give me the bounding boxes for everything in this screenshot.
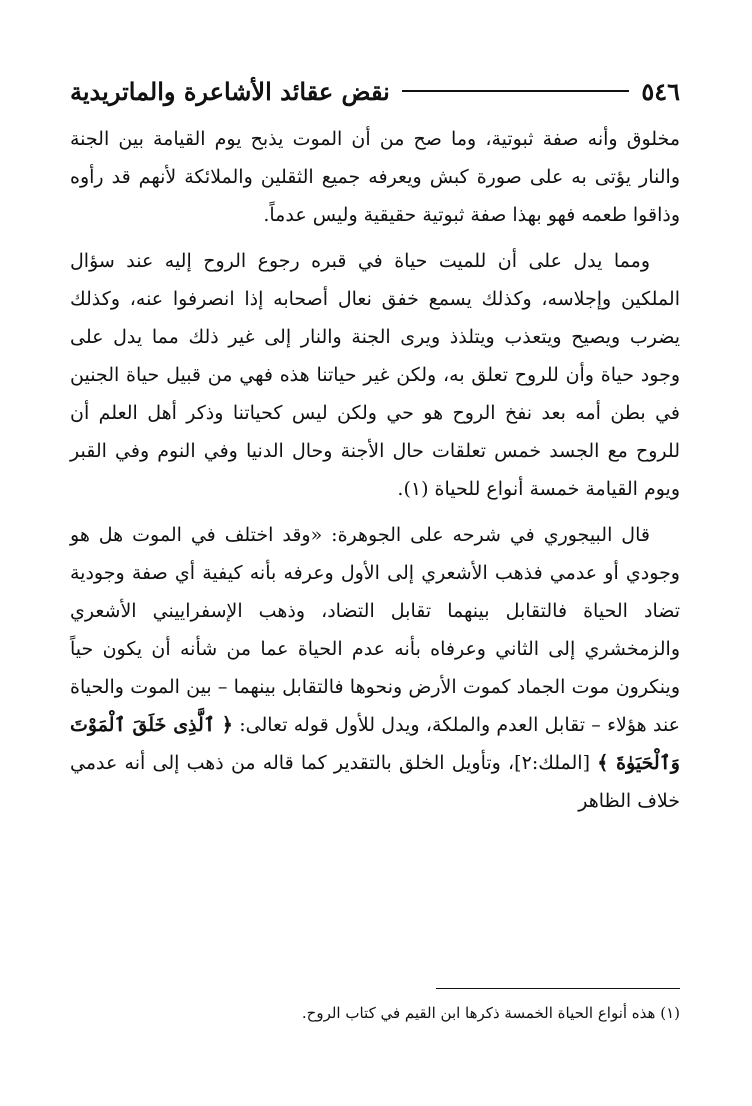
paragraph-3-text-after: [الملك:٢]، وتأويل الخلق بالتقدير كما قاله من ذهب إلى أنه عدمي خلاف الظاهر [70, 752, 680, 812]
paragraph-1: مخلوق وأنه صفة ثبوتية، وما صح من أن الموت يذبح يوم القيامة بين الجنة والنار يؤتى به على صورة كبش ويعرفه جميع الثقلين والملائكة لأنهم قد رأوه وذاقوا طعمه فهو بهذا صفة ثبوتية حقيقية وليس عدماً. [70, 128, 680, 226]
header-rule [402, 90, 630, 92]
quran-verse: ﴿ ٱلَّذِى خَلَقَ ٱلْمَوْتَ وَٱلْحَيَوٰةَ ﴾ [70, 714, 680, 774]
page-header [70, 68, 680, 114]
body-text [70, 120, 680, 820]
paragraph-2: ومما يدل على أن للميت حياة في قبره رجوع الروح إليه عند سؤال الملكين وإجلاسه، وكذلك يسمع خفق نعال أصحابه إذا انصرفوا عنه، وكذلك يضرب ويصيح ويتعذب ويتلذذ ويرى الجنة والنار إلى غير ذلك مما يدل على وجود حياة وأن للروح تعلق به، ولكن غير حياتنا هذه فهي من قبيل حياة الجنين في بطن أمه بعد نفخ الروح هو حي ولكن ليس كحياتنا وذكر أهل العلم أن للروح مع الجسد خمس تعلقات حال الأجنة وحال الدنيا وفي النوم وفي القبر ويوم القيامة خمسة أنواع للحياة (١). [70, 250, 680, 500]
page-number: ٥٤٦ [641, 76, 680, 106]
paragraph-3-text-before: قال البيجوري في شرحه على الجوهرة: «وقد اختلف في الموت هل هو وجودي أو عدمي فذهب الأشعري إلى الأول وعرفه بأنه كيفية أي صفة وجودية تضاد الحياة فالتقابل بينهما تقابل التضاد، وذهب الإسفراييني الأشعري والزمخشري إلى الثاني وعرفاه بأنه عدم الحياة عما من شأنه أن يكون حياً وينكرون موت الجماد كموت الأرض ونحوها فالتقابل بينهما – بين الموت والحياة عند هؤلاء – تقابل العدم والملكة، ويدل للأول قوله تعالى: [70, 524, 681, 736]
paragraph-3 [70, 516, 680, 820]
footnote: (١) هذه أنواع الحياة الخمسة ذكرها ابن القيم في كتاب الروح. [301, 1004, 680, 1022]
running-title: نقض عقائد الأشاعرة والماتريدية [70, 76, 390, 106]
page [70, 68, 680, 828]
footnote-rule [436, 988, 680, 989]
